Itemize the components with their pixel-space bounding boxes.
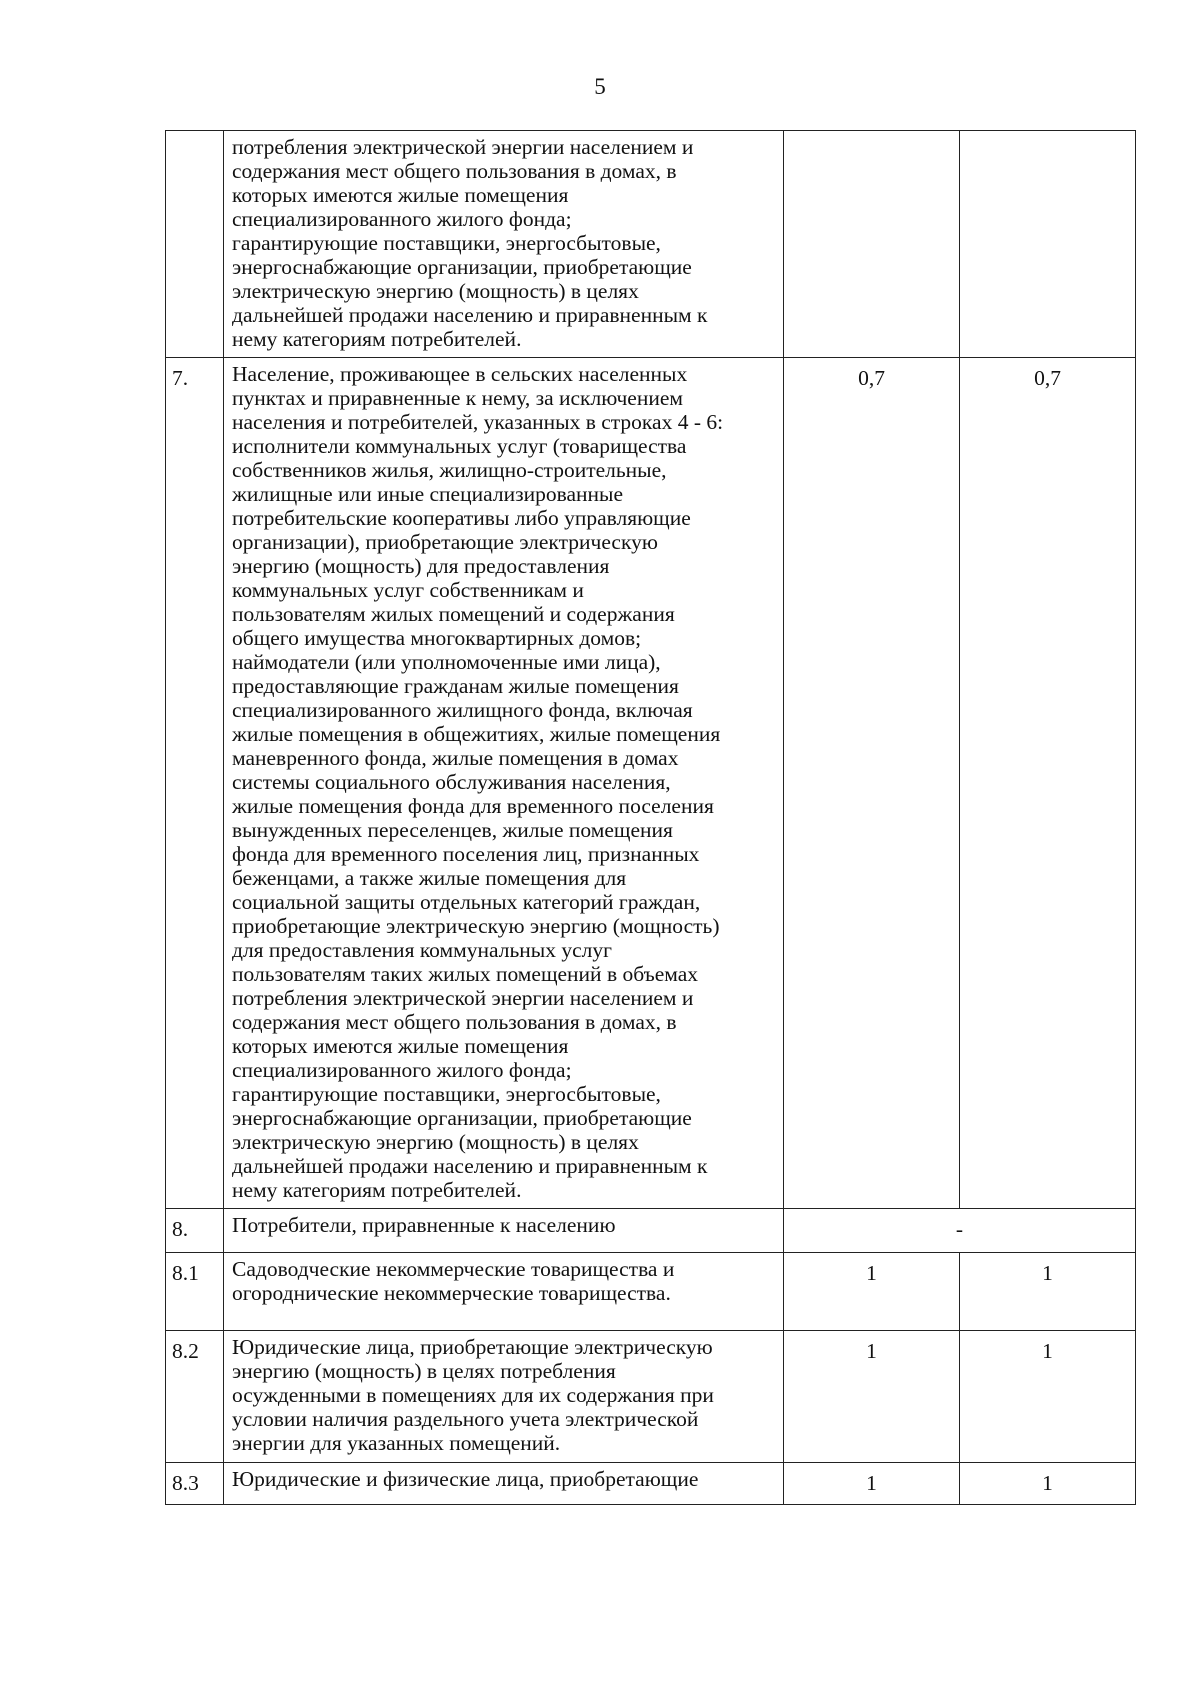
description-line: нему категориям потребителей. — [232, 327, 522, 351]
description-line: пользователям жилых помещений и содержания — [232, 602, 675, 626]
description-line: фонда для временного поселения лиц, признанных — [232, 842, 700, 866]
description-line: электрическую энергию (мощность) в целях — [232, 279, 639, 303]
description-line: беженцами, а также жилые помещения для — [232, 866, 627, 890]
description-line: исполнители коммунальных услуг (товарищества — [232, 434, 687, 458]
description-line: приобретающие электрическую энергию (мощность) — [232, 914, 720, 938]
description-line: общего имущества многоквартирных домов; — [232, 626, 642, 650]
value-cell-1: 1 — [784, 1331, 960, 1463]
table-row — [166, 1463, 1136, 1505]
description-line: нему категориям потребителей. — [232, 1178, 522, 1202]
description-line: Юридические лица, приобретающие электрическую — [232, 1335, 713, 1359]
description-line: содержания мест общего пользования в домах, в — [232, 159, 677, 183]
description-line: предоставляющие гражданам жилые помещения — [232, 674, 679, 698]
description-line: огороднические некоммерческие товарищества. — [232, 1281, 671, 1305]
row-number: 8.3 — [166, 1463, 224, 1505]
description-line: коммунальных услуг собственникам и — [232, 578, 584, 602]
description-line: энергию (мощность) в целях потребления — [232, 1359, 616, 1383]
table-row — [166, 1209, 1136, 1253]
table-row — [166, 131, 1136, 358]
value-cell-2: 0,7 — [960, 358, 1136, 1209]
description-line: специализированного жилищного фонда, включая — [232, 698, 693, 722]
description-line: жилые помещения в общежитиях, жилые помещения — [232, 722, 721, 746]
description-line: гарантирующие поставщики, энергосбытовые, — [232, 231, 661, 255]
description-line: гарантирующие поставщики, энергосбытовые, — [232, 1082, 661, 1106]
value-cell-2: 1 — [960, 1331, 1136, 1463]
description-line: осужденными в помещениях для их содержания при — [232, 1383, 714, 1407]
table-body — [166, 131, 1136, 1505]
description-line: специализированного жилого фонда; — [232, 1058, 572, 1082]
description-line: социальной защиты отдельных категорий граждан, — [232, 890, 701, 914]
row-description — [224, 131, 784, 358]
row-description — [224, 1209, 784, 1253]
description-line: электрическую энергию (мощность) в целях — [232, 1130, 639, 1154]
description-line: содержания мест общего пользования в домах, в — [232, 1010, 677, 1034]
value-cell-1: 1 — [784, 1253, 960, 1331]
description-line: энергии для указанных помещений. — [232, 1431, 561, 1455]
row-number — [166, 131, 224, 358]
table-row — [166, 1253, 1136, 1331]
page-number: 5 — [594, 74, 606, 99]
description-line: дальнейшей продажи населению и приравненным к — [232, 1154, 708, 1178]
description-line: наймодатели (или уполномоченные ими лица), — [232, 650, 661, 674]
tariff-table — [165, 130, 1136, 1505]
description-line: дальнейшей продажи населению и приравненным к — [232, 303, 708, 327]
merged-value-cell: - — [784, 1209, 1136, 1253]
description-line: Потребители, приравненные к населению — [232, 1213, 616, 1237]
row-description — [224, 1331, 784, 1463]
value-cell-1 — [784, 131, 960, 358]
row-number: 8.1 — [166, 1253, 224, 1331]
row-number: 8. — [166, 1209, 224, 1253]
value-cell-2: 1 — [960, 1463, 1136, 1505]
description-line: энергию (мощность) для предоставления — [232, 554, 610, 578]
value-cell-2 — [960, 131, 1136, 358]
description-line: условии наличия раздельного учета электрической — [232, 1407, 699, 1431]
description-line: Юридические и физические лица, приобретающие — [232, 1467, 699, 1491]
description-line: энергоснабжающие организации, приобретающие — [232, 255, 692, 279]
description-line: Население, проживающее в сельских населенных — [232, 362, 688, 386]
value-cell-1: 1 — [784, 1463, 960, 1505]
description-line: энергоснабжающие организации, приобретающие — [232, 1106, 692, 1130]
description-line: собственников жилья, жилищно-строительные, — [232, 458, 667, 482]
table-row — [166, 358, 1136, 1209]
description-line: для предоставления коммунальных услуг — [232, 938, 612, 962]
description-line: Садоводческие некоммерческие товарищества и — [232, 1257, 675, 1281]
description-line: которых имеются жилые помещения — [232, 183, 569, 207]
description-line: которых имеются жилые помещения — [232, 1034, 569, 1058]
description-line: населения и потребителей, указанных в строках 4 - 6: — [232, 410, 724, 434]
description-line: системы социального обслуживания населения, — [232, 770, 671, 794]
description-line: потребления электрической энергии населением и — [232, 986, 694, 1010]
value-cell-2: 1 — [960, 1253, 1136, 1331]
description-line: жилые помещения фонда для временного поселения — [232, 794, 714, 818]
description-line: потребления электрической энергии населением и — [232, 135, 694, 159]
description-line: пользователям таких жилых помещений в объемах — [232, 962, 699, 986]
description-line: маневренного фонда, жилые помещения в домах — [232, 746, 679, 770]
description-line: вынужденных переселенцев, жилые помещения — [232, 818, 673, 842]
row-number: 8.2 — [166, 1331, 224, 1463]
table-row — [166, 1331, 1136, 1463]
row-description — [224, 1463, 784, 1505]
description-line: организации), приобретающие электрическую — [232, 530, 658, 554]
description-line: жилищные или иные специализированные — [232, 482, 623, 506]
row-description — [224, 1253, 784, 1331]
description-line: специализированного жилого фонда; — [232, 207, 572, 231]
row-number: 7. — [166, 358, 224, 1209]
value-cell-1: 0,7 — [784, 358, 960, 1209]
description-line: пунктах и приравненные к нему, за исключением — [232, 386, 683, 410]
description-line: потребительские кооперативы либо управляющие — [232, 506, 691, 530]
row-description — [224, 358, 784, 1209]
